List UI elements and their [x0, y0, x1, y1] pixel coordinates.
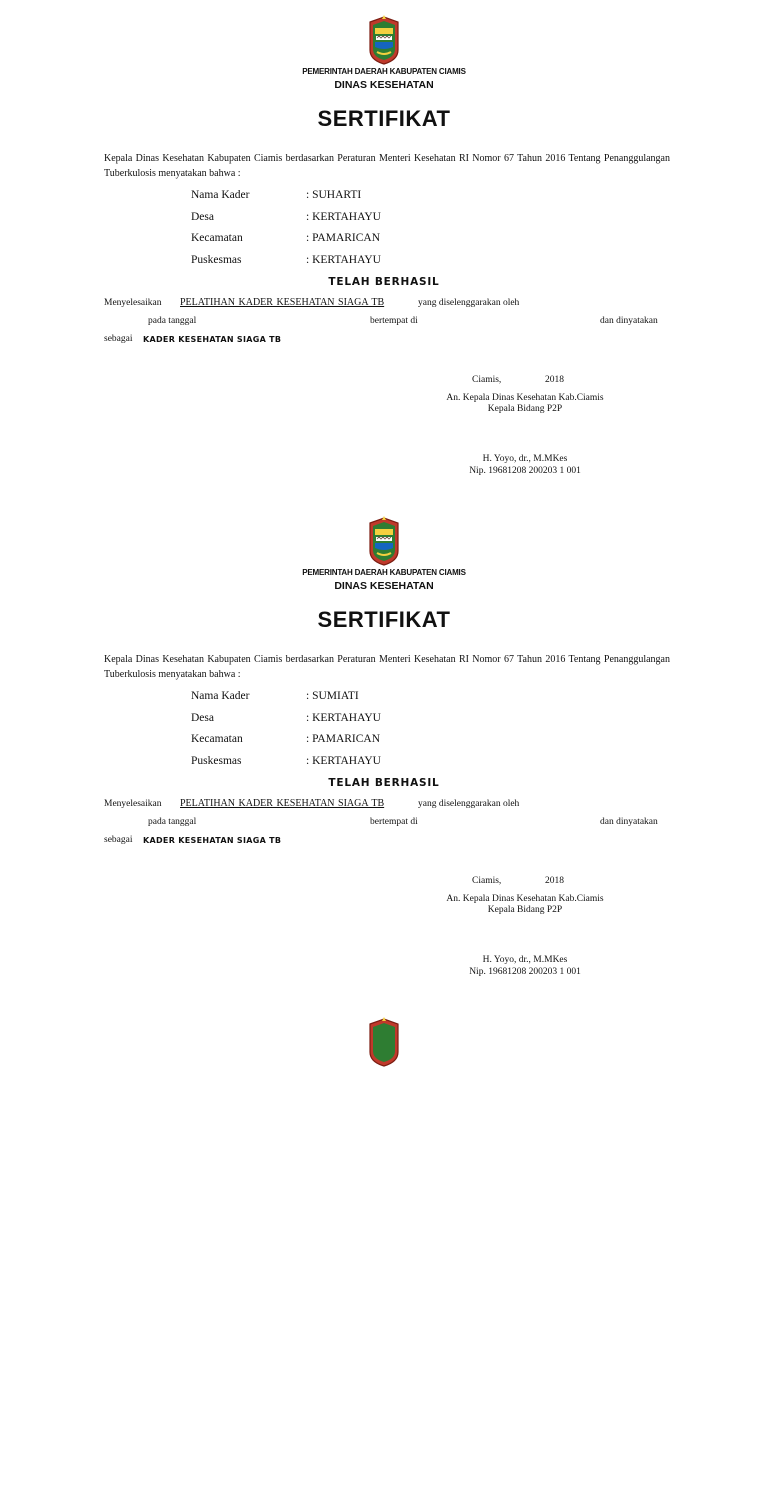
- declared-label: dan dinyatakan: [600, 316, 658, 326]
- declared-label: dan dinyatakan: [600, 817, 658, 827]
- signing-year: 2018: [545, 375, 564, 385]
- ciamis-regency-emblem: [367, 515, 401, 567]
- organized-text: yang diselenggarakan oleh: [418, 799, 520, 809]
- date-label: pada tanggal: [148, 817, 197, 827]
- intro-paragraph: Kepala Dinas Kesehatan Kabupaten Ciamis berdasarkan Peraturan Menteri Kesehatan RI Nomor 67 Tahun 2016 Tentang Penanggulangan Tuberkulosis menyatakan bahwa :: [104, 153, 670, 179]
- signer-nip: Nip. 19681208 200203 1 001: [469, 967, 581, 977]
- certificate-2: [0, 501, 768, 1003]
- signer-nip: Nip. 19681208 200203 1 001: [469, 466, 581, 476]
- field-label-district: Kecamatan: [191, 733, 243, 745]
- signing-year: 2018: [545, 876, 564, 886]
- signer-position-1: An. Kepala Dinas Kesehatan Kab.Ciamis: [446, 393, 604, 403]
- field-value-name: : SUHARTI: [306, 189, 362, 201]
- success-heading: TELAH BERHASIL: [328, 777, 440, 789]
- field-value-village: : KERTAHAYU: [306, 211, 381, 223]
- department-name: DINAS KESEHATAN: [334, 580, 434, 592]
- field-label-village: Desa: [191, 712, 214, 724]
- as-label: sebagai: [104, 334, 133, 344]
- field-label-name: Nama Kader: [191, 690, 250, 702]
- field-value-health-center: : KERTAHAYU: [306, 755, 381, 767]
- role-title: KADER KESEHATAN SIAGA TB: [143, 836, 282, 845]
- signer-position-1: An. Kepala Dinas Kesehatan Kab.Ciamis: [446, 894, 604, 904]
- certificate-3-partial: [0, 1002, 768, 1504]
- field-label-health-center: Puskesmas: [191, 254, 242, 266]
- field-label-village: Desa: [191, 211, 214, 223]
- organized-text: yang diselenggarakan oleh: [418, 298, 520, 308]
- place-label: bertempat di: [370, 316, 418, 326]
- government-name: PEMERINTAH DAERAH KABUPATEN CIAMIS: [302, 67, 466, 76]
- signer-name: H. Yoyo, dr., M.MKes: [482, 454, 568, 464]
- intro-paragraph: Kepala Dinas Kesehatan Kabupaten Ciamis berdasarkan Peraturan Menteri Kesehatan RI Nomor 67 Tahun 2016 Tentang Penanggulangan Tuberkulosis menyatakan bahwa :: [104, 654, 670, 680]
- department-name: DINAS KESEHATAN: [334, 79, 434, 91]
- signing-city: Ciamis,: [472, 876, 502, 886]
- field-value-health-center: : KERTAHAYU: [306, 254, 381, 266]
- field-value-district: : PAMARICAN: [306, 733, 381, 745]
- certificate-1: [0, 0, 768, 502]
- training-name: PELATIHAN KADER KESEHATAN SIAGA TB: [180, 798, 385, 809]
- signer-name: H. Yoyo, dr., M.MKes: [482, 955, 568, 965]
- field-value-district: : PAMARICAN: [306, 232, 381, 244]
- place-label: bertempat di: [370, 817, 418, 827]
- field-label-health-center: Puskesmas: [191, 755, 242, 767]
- signing-city: Ciamis,: [472, 375, 502, 385]
- field-label-name: Nama Kader: [191, 189, 250, 201]
- success-heading: TELAH BERHASIL: [328, 276, 440, 288]
- ciamis-regency-emblem: [367, 14, 401, 66]
- completed-label: Menyelesaikan: [104, 298, 162, 308]
- training-name: PELATIHAN KADER KESEHATAN SIAGA TB: [180, 297, 385, 308]
- role-title: KADER KESEHATAN SIAGA TB: [143, 335, 282, 344]
- field-label-district: Kecamatan: [191, 232, 243, 244]
- certificate-title: SERTIFIKAT: [317, 607, 451, 632]
- government-name: PEMERINTAH DAERAH KABUPATEN CIAMIS: [302, 568, 466, 577]
- signer-position-2: Kepala Bidang P2P: [487, 905, 563, 915]
- date-label: pada tanggal: [148, 316, 197, 326]
- field-value-name: : SUMIATI: [306, 690, 359, 702]
- field-value-village: : KERTAHAYU: [306, 712, 381, 724]
- as-label: sebagai: [104, 835, 133, 845]
- certificate-title: SERTIFIKAT: [317, 106, 451, 131]
- completed-label: Menyelesaikan: [104, 799, 162, 809]
- signer-position-2: Kepala Bidang P2P: [487, 404, 563, 414]
